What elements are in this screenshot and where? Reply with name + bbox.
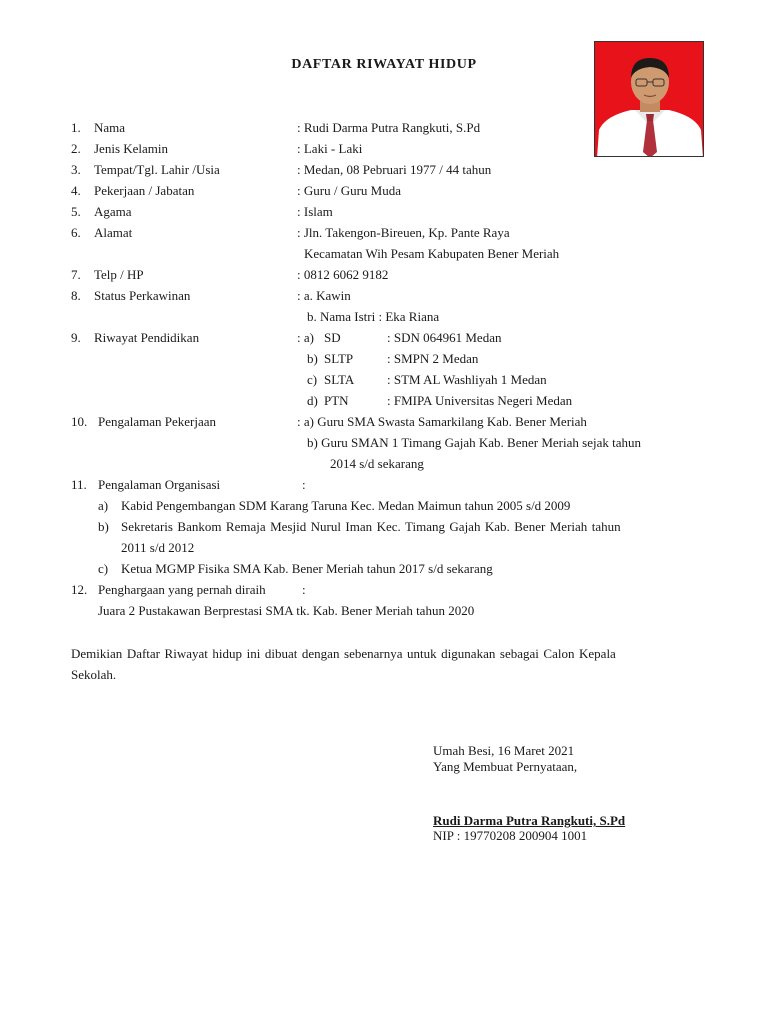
item-value: : Laki - Laki bbox=[297, 141, 363, 156]
education-level: SLTP bbox=[324, 351, 354, 366]
profile-photo-image bbox=[595, 42, 704, 157]
education-school: : SDN 064961 Medan bbox=[387, 330, 502, 345]
education-prefix: c) bbox=[307, 372, 318, 387]
education-prefix: b) bbox=[307, 351, 318, 366]
org-entry: Sekretaris Bankom Remaja Mesjid Nurul Iman Kec. Timang Gajah Kab. Bener Meriah tahun bbox=[121, 519, 621, 534]
item-label: Pengalaman Organisasi bbox=[98, 477, 221, 492]
item-label: Agama bbox=[94, 204, 132, 219]
item-label: Status Perkawinan bbox=[94, 288, 191, 303]
item-number: 9. bbox=[71, 330, 81, 345]
item-label: Tempat/Tgl. Lahir /Usia bbox=[94, 162, 220, 177]
education-school: : FMIPA Universitas Negeri Medan bbox=[387, 393, 573, 408]
item-value: : Rudi Darma Putra Rangkuti, S.Pd bbox=[297, 120, 481, 135]
item-value: : Jln. Takengon-Bireuen, Kp. Pante Raya bbox=[297, 225, 510, 240]
item-number: 3. bbox=[71, 162, 81, 177]
item-number: 12. bbox=[71, 582, 88, 597]
org-entry: Kabid Pengembangan SDM Karang Taruna Kec. Medan Maimun tahun 2005 s/d 2009 bbox=[121, 498, 571, 513]
org-letter: a) bbox=[98, 498, 109, 513]
org-entry-continued: 2011 s/d 2012 bbox=[121, 540, 195, 555]
item-colon: : bbox=[302, 477, 306, 492]
item-colon: : bbox=[302, 582, 306, 597]
org-letter: c) bbox=[98, 561, 109, 576]
item-value: : a. Kawin bbox=[297, 288, 351, 303]
profile-photo bbox=[594, 41, 704, 157]
item-value: : Guru / Guru Muda bbox=[297, 183, 401, 198]
education-prefix: : a) bbox=[297, 330, 314, 345]
place-date: Umah Besi, 16 Maret 2021 bbox=[433, 743, 575, 758]
work-entry: : a) Guru SMA Swasta Samarkilang Kab. Bener Meriah bbox=[297, 414, 587, 429]
item-label: Nama bbox=[94, 120, 126, 135]
education-level: SLTA bbox=[324, 372, 355, 387]
work-entry-continued: 2014 s/d sekarang bbox=[330, 456, 424, 471]
education-school: : STM AL Washliyah 1 Medan bbox=[387, 372, 547, 387]
item-value: : Medan, 08 Pebruari 1977 / 44 tahun bbox=[297, 162, 492, 177]
education-prefix: d) bbox=[307, 393, 318, 408]
org-entry: Ketua MGMP Fisika SMA Kab. Bener Meriah tahun 2017 s/d sekarang bbox=[121, 561, 493, 576]
education-level: PTN bbox=[324, 393, 349, 408]
item-value-continued: b. Nama Istri : Eka Riana bbox=[307, 309, 440, 324]
item-number: 10. bbox=[71, 414, 88, 429]
closing-line: Sekolah. bbox=[71, 667, 117, 682]
item-label: Jenis Kelamin bbox=[94, 141, 169, 156]
item-label: Penghargaan yang pernah diraih bbox=[98, 582, 266, 597]
item-number: 4. bbox=[71, 183, 81, 198]
education-level: SD bbox=[324, 330, 341, 345]
education-school: : SMPN 2 Medan bbox=[387, 351, 479, 366]
item-number: 6. bbox=[71, 225, 81, 240]
document-title: DAFTAR RIWAYAT HIDUP bbox=[291, 57, 477, 72]
signatory-name: Rudi Darma Putra Rangkuti, S.Pd bbox=[433, 813, 626, 828]
item-number: 8. bbox=[71, 288, 81, 303]
item-value: : Islam bbox=[297, 204, 333, 219]
closing-line: Demikian Daftar Riwayat hidup ini dibuat dengan sebenarnya untuk digunakan sebagai Calon Kepala bbox=[71, 646, 616, 661]
item-label: Riwayat Pendidikan bbox=[94, 330, 200, 345]
item-label: Telp / HP bbox=[94, 267, 144, 282]
item-label: Pekerjaan / Jabatan bbox=[94, 183, 195, 198]
item-value-continued: Kecamatan Wih Pesam Kabupaten Bener Meriah bbox=[304, 246, 560, 261]
work-entry: b) Guru SMAN 1 Timang Gajah Kab. Bener Meriah sejak tahun bbox=[307, 435, 641, 450]
item-number: 7. bbox=[71, 267, 81, 282]
item-value: : 0812 6062 9182 bbox=[297, 267, 389, 282]
item-label: Alamat bbox=[94, 225, 133, 240]
signatory-nip: NIP : 19770208 200904 1001 bbox=[433, 828, 588, 843]
item-number: 1. bbox=[71, 120, 81, 135]
award-entry: Juara 2 Pustakawan Berprestasi SMA tk. Kab. Bener Meriah tahun 2020 bbox=[98, 603, 475, 618]
item-label: Pengalaman Pekerjaan bbox=[98, 414, 217, 429]
item-number: 5. bbox=[71, 204, 81, 219]
org-letter: b) bbox=[98, 519, 109, 534]
item-number: 2. bbox=[71, 141, 81, 156]
item-number: 11. bbox=[71, 477, 87, 492]
statement-label: Yang Membuat Pernyataan, bbox=[433, 759, 578, 774]
